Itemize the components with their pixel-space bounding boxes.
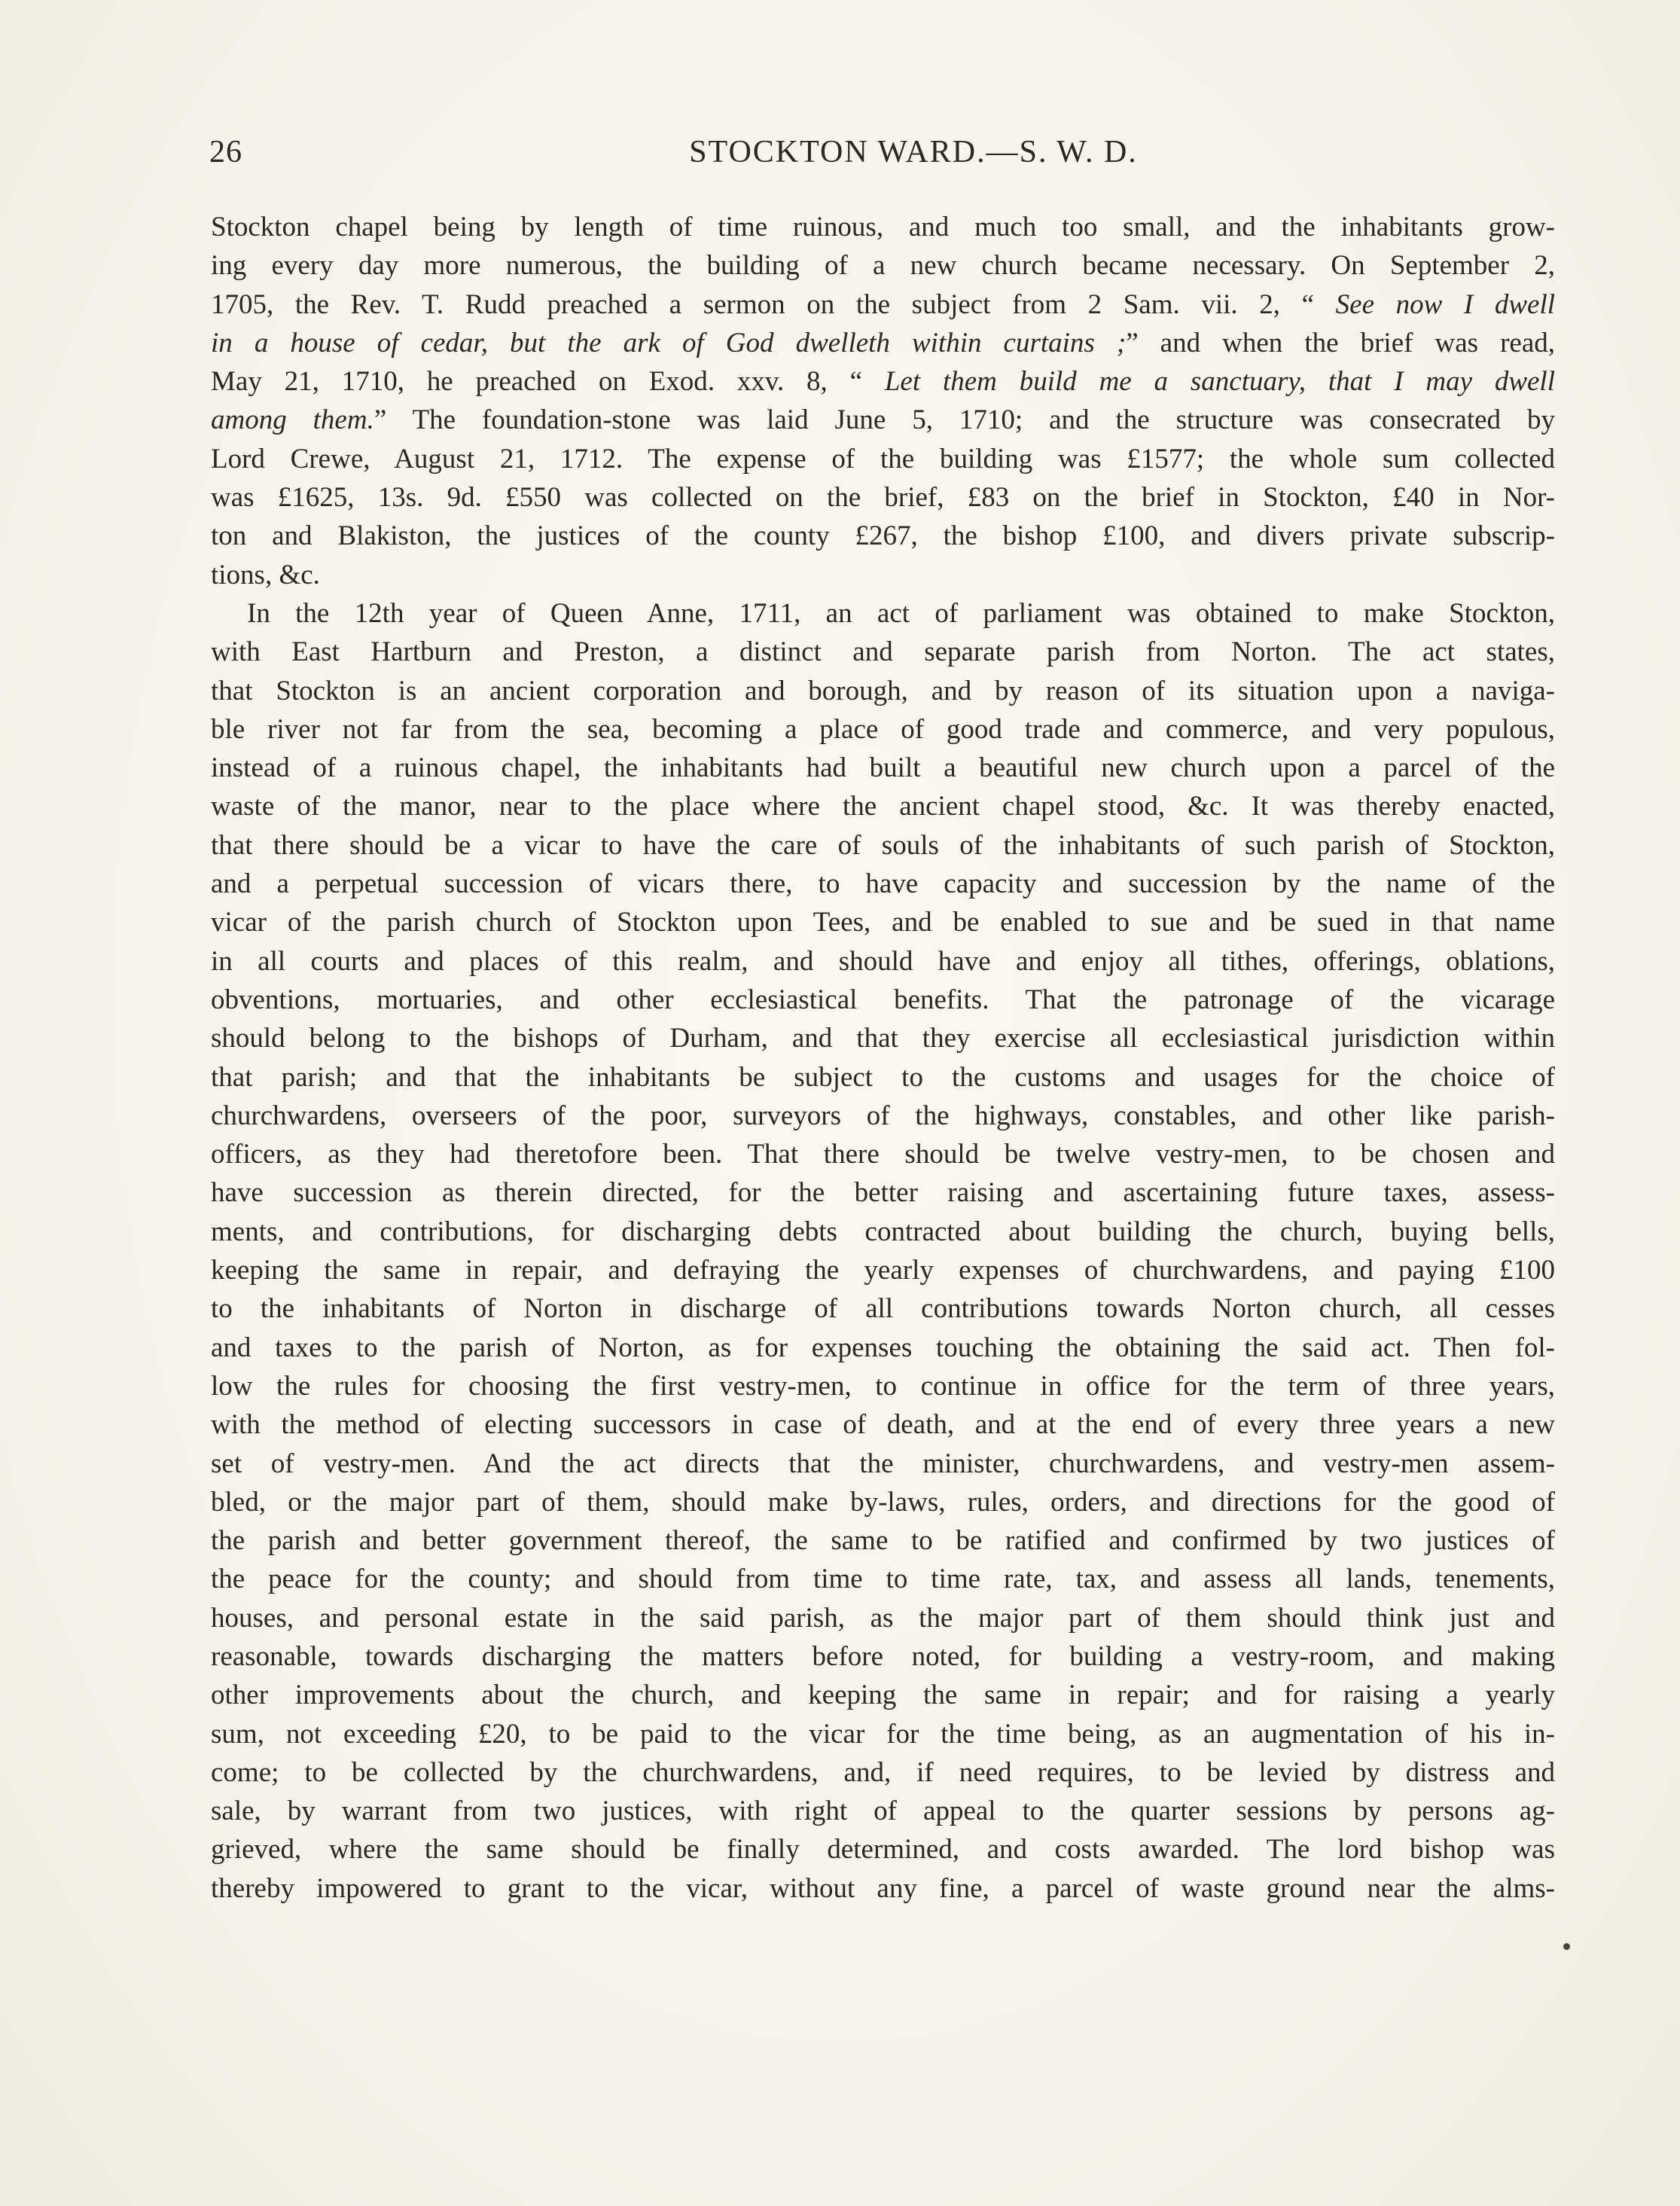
text-line [211,1637,1555,1676]
text-line [211,1792,1555,1830]
text-line [211,826,1555,865]
text-line [211,285,1555,324]
text-segment: set of vestry-men. And the act directs that the minister, churchwardens, and vestry-men assem- [211,1448,1555,1479]
text-line [211,556,1555,594]
text-line [211,1213,1555,1251]
text-segment: ” The foundation-stone was laid June 5, 1710; and the structure was consecrated by [374,404,1555,436]
text-segment: the peace for the county; and should from time to time rate, tax, and assess all lands, tenements, [211,1564,1555,1595]
text-segment: sale, by warrant from two justices, with right of appeal to the quarter sessions by persons ag- [211,1796,1555,1827]
text-segment: bled, or the major part of them, should make by-laws, rules, orders, and directions for the good of [211,1486,1555,1518]
ink-speck [1563,1943,1570,1950]
text-segment: ing every day more numerous, the building of a new church became necessary. On September 2, [211,250,1555,282]
text-segment: churchwardens, overseers of the poor, surveyors of the highways, constables, and other like parish- [211,1100,1555,1131]
text-segment: tions, &c. [211,559,320,590]
text-segment: the parish and better government thereof, the same to be ratified and confirmed by two justices of [211,1525,1555,1557]
text-line [211,1560,1555,1598]
text-line [211,710,1555,749]
text-segment: houses, and personal estate in the said parish, as the major part of them should think just and [211,1602,1555,1634]
text-segment: waste of the manor, near to the place where the ancient chapel stood, &c. It was thereby enacted, [211,791,1555,822]
text-line [211,1329,1555,1367]
text-line [211,749,1555,787]
text-line [211,1830,1555,1869]
text-line [211,672,1555,710]
text-line [211,1251,1555,1289]
text-line [211,1135,1555,1173]
text-segment: to the inhabitants of Norton in discharge of all contributions towards Norton church, all cesses [211,1293,1555,1325]
text-segment: officers, as they had theretofore been. That there should be twelve vestry-men, to be chosen and [211,1139,1555,1170]
text-line [211,787,1555,825]
text-line [211,594,1555,633]
text-line [211,208,1555,246]
text-segment: have succession as therein directed, for the better raising and ascertaining future taxes, assess- [211,1177,1555,1209]
italic-text-segment: See now I dwell [1335,288,1555,320]
text-segment: ton and Blakiston, the justices of the county £267, the bishop £100, and divers private subscrip- [211,520,1555,552]
text-line [211,246,1555,285]
text-segment: 1705, the Rev. T. Rudd preached a sermon on the subject from 2 Sam. vii. 2, “ [211,288,1336,320]
running-head [209,134,1550,179]
text-line [211,362,1555,401]
text-line [211,1676,1555,1714]
text-line [211,981,1555,1019]
text-line [211,324,1555,362]
text-segment: should belong to the bishops of Durham, and that they exercise all ecclesiastical jurisdiction within [211,1023,1555,1054]
text-segment: grieved, where the same should be finally determined, and costs awarded. The lord bishop was [211,1834,1555,1866]
text-line [211,1097,1555,1135]
text-segment: ” and when the brief was read, [1126,327,1555,359]
text-line [211,1869,1555,1908]
text-segment: Stockton chapel being by length of time ruinous, and much too small, and the inhabitants grow- [211,212,1555,243]
text-line [211,1289,1555,1328]
text-segment: instead of a ruinous chapel, the inhabitants had built a beautiful new church upon a parcel of the [211,752,1555,784]
text-segment: with East Hartburn and Preston, a distinct and separate parish from Norton. The act states, [211,636,1555,668]
text-line [211,1173,1555,1212]
text-line [211,401,1555,439]
italic-text-segment: among them. [211,404,374,436]
text-line [211,1058,1555,1097]
italic-text-segment: Let them build me a sanctuary, that I may dwell [884,366,1555,398]
text-segment: come; to be collected by the churchwardens, and, if need requires, to be levied by distress and [211,1756,1555,1788]
text-segment: In the 12th year of Queen Anne, 1711, an act of parliament was obtained to make Stockton, [247,597,1555,629]
text-segment: Lord Crewe, August 21, 1712. The expense of the building was £1577; the whole sum collected [211,443,1555,474]
text-line [211,1599,1555,1637]
text-segment: reasonable, towards discharging the matters before noted, for building a vestry-room, and making [211,1640,1555,1672]
text-line [211,440,1555,478]
text-line [211,1483,1555,1521]
text-segment: ments, and contributions, for discharging debts contracted about building the church, buying bells, [211,1216,1555,1247]
text-line [211,1521,1555,1560]
text-line [211,1367,1555,1405]
text-segment: thereby impowered to grant to the vicar, without any fine, a parcel of waste ground near the alms- [211,1872,1555,1904]
text-line [211,633,1555,671]
text-segment: other improvements about the church, and keeping the same in repair; and for raising a yearly [211,1680,1555,1711]
text-segment: keeping the same in repair, and defraying the yearly expenses of churchwardens, and paying £100 [211,1255,1555,1286]
text-segment: May 21, 1710, he preached on Exod. xxv. 8, “ [211,366,885,398]
text-line [211,1715,1555,1753]
text-segment: sum, not exceeding £20, to be paid to the vicar for the time being, as an augmentation of his in- [211,1718,1555,1750]
text-line [211,1019,1555,1057]
text-segment: obventions, mortuaries, and other ecclesiastical benefits. That the patronage of the vicarage [211,984,1555,1015]
text-line [211,1445,1555,1483]
text-line [211,1753,1555,1792]
text-segment: with the method of electing successors in case of death, and at the end of every three years a new [211,1409,1555,1441]
text-line [211,865,1555,903]
text-segment: and taxes to the parish of Norton, as for expenses touching the obtaining the said act. Then fol- [211,1332,1555,1363]
text-segment: was £1625, 13s. 9d. £550 was collected on the brief, £83 on the brief in Stockton, £40 in Nor- [211,482,1555,514]
text-segment: that Stockton is an ancient corporation and borough, and by reason of its situation upon a naviga- [211,675,1555,706]
text-line [211,942,1555,981]
italic-text-segment: in a house of cedar, but the ark of God dwelleth within curtains ; [211,327,1127,359]
text-line [211,903,1555,941]
body-text [211,208,1555,1908]
page-number: 26 [209,135,242,169]
text-line [211,1405,1555,1444]
text-segment: that there should be a vicar to have the care of souls of the inhabitants of such parish of Stockton, [211,829,1555,861]
text-segment: low the rules for choosing the first vestry-men, to continue in office for the term of three years, [211,1370,1555,1402]
text-segment: and a perpetual succession of vicars there, to have capacity and succession by the name of the [211,868,1555,900]
text-segment: in all courts and places of this realm, and should have and enjoy all tithes, offerings, oblations, [211,945,1555,977]
text-line [211,478,1555,517]
text-segment: ble river not far from the sea, becoming a place of good trade and commerce, and very populous, [211,713,1555,745]
text-segment: that parish; and that the inhabitants be subject to the customs and usages for the choice of [211,1061,1555,1093]
text-segment: vicar of the parish church of Stockton upon Tees, and be enabled to sue and be sued in that name [211,907,1555,938]
running-title: STOCKTON WARD.—S. W. D. [689,135,1138,169]
text-line [211,517,1555,555]
